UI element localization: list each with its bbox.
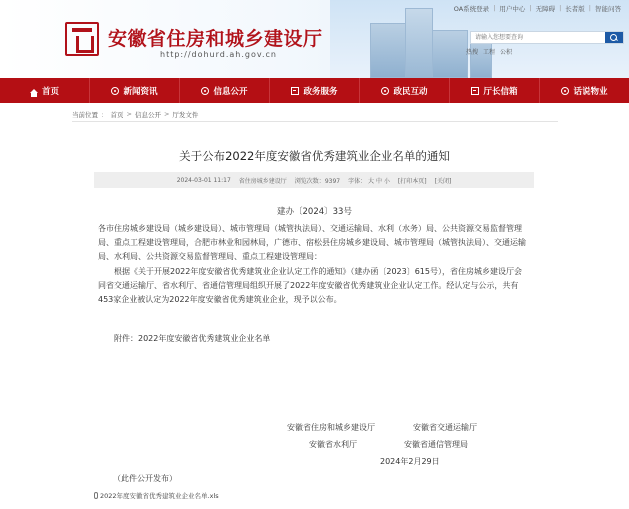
main-nav <box>0 78 629 103</box>
breadcrumb-current[interactable]: 厅发文件 <box>172 111 199 119</box>
accessibility-link[interactable]: 无障碍 <box>535 5 556 13</box>
breadcrumb-info-public[interactable]: 信息公开 <box>134 111 161 119</box>
service-icon <box>291 87 299 95</box>
nav-item-label: 信息公开 <box>213 86 248 97</box>
building-graphic <box>370 23 410 78</box>
separator: ： <box>101 111 108 119</box>
separator: | <box>559 4 562 12</box>
search-box <box>470 31 624 44</box>
hot-word-link[interactable]: 公积 <box>500 49 513 56</box>
nav-item-label: 首页 <box>41 86 59 97</box>
info-icon <box>201 87 209 95</box>
spacer <box>98 307 528 332</box>
views-label: 浏览次数： <box>294 177 325 185</box>
home-icon <box>30 89 38 93</box>
search-input[interactable] <box>471 32 605 43</box>
nav-item-gov-service[interactable] <box>270 78 360 103</box>
signatory-water: 安徽省水利厅 <box>309 440 357 449</box>
site-title[interactable]: 安徽省住房和城乡建设厅 <box>108 28 323 50</box>
nav-item-interaction[interactable] <box>360 78 450 103</box>
breadcrumb-label: 当前位置 <box>72 111 98 119</box>
building-graphic <box>405 8 433 78</box>
search-icon[interactable] <box>605 32 623 43</box>
breadcrumb-home[interactable]: 首页 <box>110 111 124 119</box>
breadcrumb <box>72 110 198 119</box>
building-graphic <box>432 30 468 78</box>
close-button[interactable]: [关闭] <box>434 177 452 185</box>
nav-item-label: 厅长信箱 <box>483 86 518 97</box>
news-icon <box>111 87 119 95</box>
nav-item-info-public[interactable] <box>180 78 270 103</box>
nav-item-label: 话说物业 <box>573 86 608 97</box>
site-url: http://dohurd.ah.gov.cn <box>160 50 278 59</box>
font-small-button[interactable]: 小 <box>383 177 390 185</box>
nav-item-home[interactable] <box>0 78 90 103</box>
hot-words <box>466 47 512 56</box>
site-logo-icon[interactable] <box>65 22 99 56</box>
attachment-link[interactable]: 附件：2022年度安徽省优秀建筑业企业名单 <box>114 334 271 344</box>
oa-login-link[interactable]: OA系统登录 <box>453 5 490 13</box>
signatory-transport: 安徽省交通运输厅 <box>413 423 477 432</box>
font-size-label: 字体： <box>348 177 367 185</box>
top-links <box>454 4 621 13</box>
separator: | <box>493 4 496 12</box>
user-center-link[interactable]: 用户中心 <box>499 5 526 13</box>
building-graphic <box>470 40 492 78</box>
property-icon <box>561 87 569 95</box>
interaction-icon <box>381 87 389 95</box>
attachment-file-link[interactable] <box>94 491 219 500</box>
nav-item-label: 政务服务 <box>303 86 338 97</box>
article-body <box>98 222 528 346</box>
separator: > <box>163 110 170 118</box>
document-number: 建办〔2024〕33号 <box>277 207 352 217</box>
views-value: 9397 <box>324 177 341 185</box>
nav-item-property[interactable] <box>540 78 629 103</box>
paperclip-icon <box>94 492 98 499</box>
font-medium-button[interactable]: 中 <box>375 177 382 185</box>
elder-mode-link[interactable]: 长者版 <box>565 5 585 13</box>
body-paragraph: 根据《关于开展2022年度安徽省优秀建筑业企业认定工作的通知》（建办函〔2023〕615号），省住房城乡建设厅会同省交通运输厅、省水利厅、省通信管理局组织开展了2022年度安徽省优秀建筑业企业认定工作。经认定与公示，共有453家企业被认定为2022年度安徽省优秀建筑业企业，现予以公布。 <box>98 266 522 305</box>
separator: > <box>126 110 132 118</box>
smart-qa-link[interactable]: 智能问答 <box>595 5 621 13</box>
signatory-telecom: 安徽省通信管理局 <box>404 440 468 449</box>
nav-item-label: 新闻资讯 <box>123 86 158 97</box>
site-header <box>0 0 629 78</box>
signature-date: 2024年2月29日 <box>380 457 440 466</box>
recipients-paragraph: 各市住房城乡建设局（城乡建设局）、城市管理局（城管执法局）、交通运输局、水利（水务）局、公共资源交易监督管理局、重点工程建设管理局，合肥市林业和园林局，广德市、宿松县住房城乡建设局、城市管理局（城管执法局）、交通运输局、水利局、公共资源交易监督管理局、重点工程建设管理局： <box>98 224 526 262</box>
separator: | <box>588 4 591 12</box>
hot-words-label: 热搜 <box>466 49 479 56</box>
font-size-controls <box>348 176 390 185</box>
nav-item-mailbox[interactable] <box>450 78 540 103</box>
hot-word-link[interactable]: 工程 <box>483 49 496 56</box>
mailbox-icon <box>471 87 479 95</box>
view-count <box>295 176 340 185</box>
separator: | <box>529 4 532 12</box>
public-release-note: （此件公开发布） <box>113 474 177 483</box>
attachment-file-name: 2022年度安徽省优秀建筑业企业名单.xls <box>100 492 219 500</box>
nav-item-label: 政民互动 <box>393 86 428 97</box>
font-large-button[interactable]: 大 <box>368 177 375 185</box>
article-meta-bar <box>94 172 534 188</box>
nav-item-news[interactable] <box>90 78 180 103</box>
article-title: 关于公布2022年度安徽省优秀建筑业企业名单的通知 <box>179 149 450 163</box>
article-source: 省住房城乡建设厅 <box>238 177 287 185</box>
signatory-housing: 安徽省住房和城乡建设厅 <box>287 423 375 432</box>
divider <box>72 121 558 122</box>
print-button[interactable]: [打印本页] <box>397 177 427 185</box>
publish-date: 2024-03-01 11:17 <box>176 176 231 184</box>
